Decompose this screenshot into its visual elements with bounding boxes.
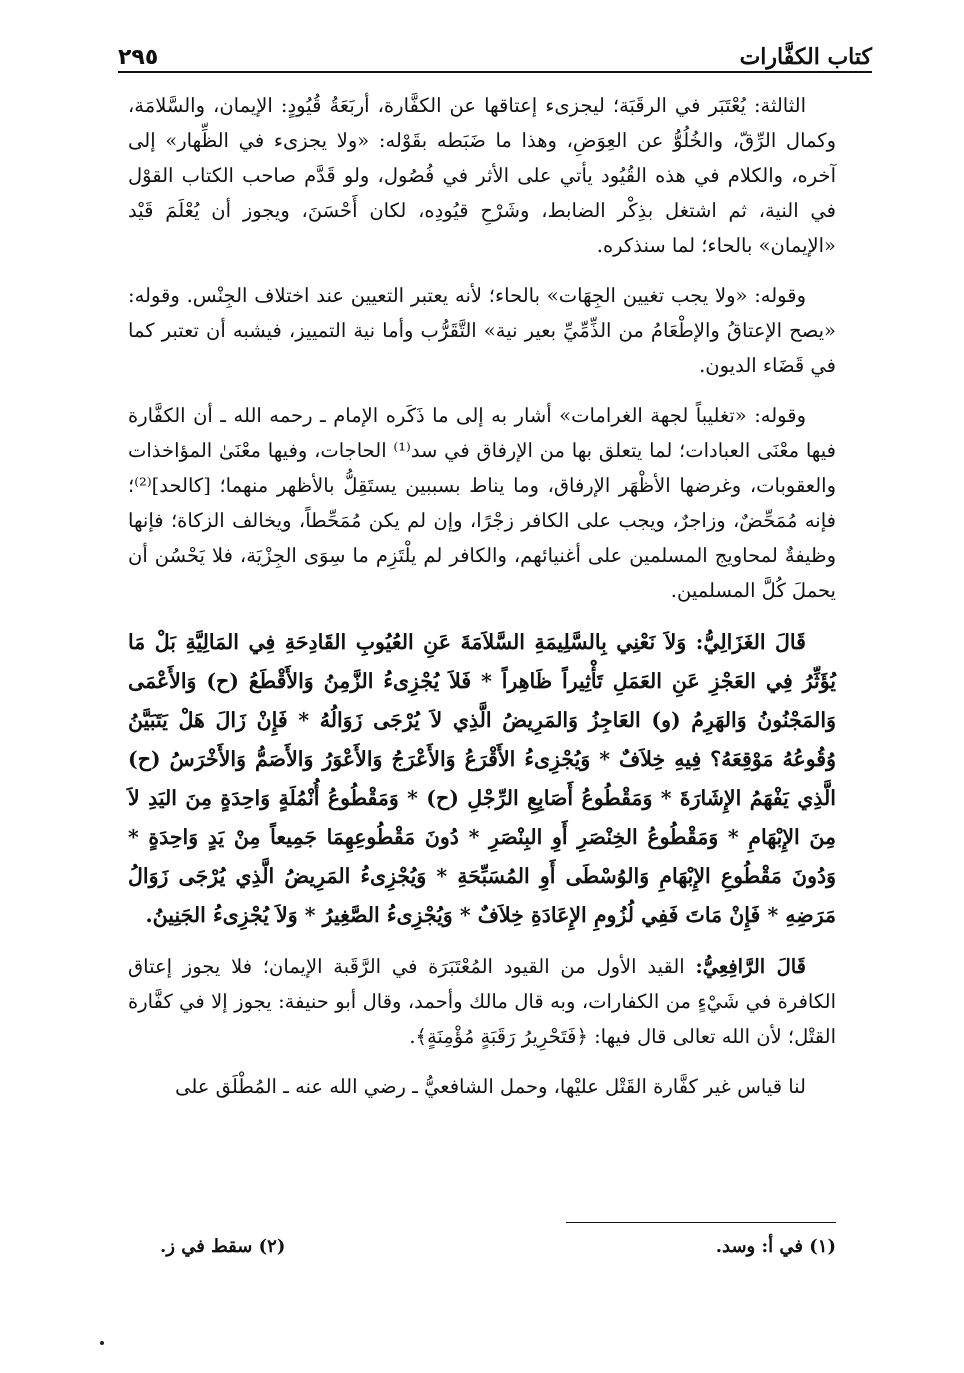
page-number: ٢٩٥ (118, 45, 159, 70)
paragraph-third-condition: الثالثة: يُعْتَبَر في الرقَبَة؛ ليجزىء إعتاقها عن الكفَّارة، أربَعَةُ قُيُودٍ: الإيمان، والسَّلامَة، وكمال الرِّقّ، والخُلُوُّ عن العِوَضِ، وهذا ما ضَبَطه بقَوْله: «ولا يجزىء في الظِّهار» إلى آخره، والكلام في هذه القُيُود يأتي على الأثر في فُصُول، ولو قَدَّم صاحب الكتاب القوْل في النية، ثم اشتغل بذِكْر الضابط، وشَرْحِ قيُودِه، لكان أَحْسَنَ، ويجوز أن يُعْلَمَ قَيْد «الإيمان» بالحاء؛ لما سنذكره. (128, 94, 836, 257)
sharh-speaker: قَالَ الرَّافِعِيُّ: (695, 955, 806, 978)
matn-ghazali (128, 623, 836, 935)
footnotes (160, 1236, 836, 1257)
footnote-2: (٢) سقط في ز. (160, 1236, 286, 1257)
paragraph-fines: وقوله: «تغليباً لجهة الغرامات» أشار به إلى ما ذَكَره الإمام ـ رحمه الله ـ أن الكفَّارة فيها معْنَى العبادات؛ لما يتعلق بها من الإرفاق في سد⁽¹⁾ الحاجات، وفيها معْنَىٰ المؤاخذات والعقوبات، وغرضها الأظْهَر الإرفاق، وما يناط بسببين يستَقِلُّ بالأظهر منهما؛ [كالحد]⁽²⁾؛ فإنه مُمَحِّضٌ، وزاجرٌ، ويجب على الكافر زجْرًا، وإن لم يكن مُمَحِّطاً، ويخالف الزكاة؛ فإنها وظيفةٌ لمحاويج المسلمين على أغنيائهم، والكافر لم يلْتَزِم ما سِوَى الجِزْيَة، فلا يَحْسُن أن يحملَ كُلَّ المسلمين. (128, 404, 836, 602)
page-body (128, 88, 836, 1119)
matn-speaker: قَالَ الغَزَالِيُّ: (695, 630, 806, 654)
paragraph-continuation: لنا قياس غير كفَّارة القَتْل عليْها، وحمل الشافعيُّ ـ رضي الله عنه ـ المُطْلَق على (175, 1075, 806, 1098)
sharh-text: القيد الأول من القيود المُعْتَبَرَة في الرَّقَبة الإيمان؛ فلا يجوز إعتاق الكافرة في شَيْءٍ من الكفارات، وبه قال مالك وأحمد، وقال أبو حنيفة: يجوز إلا في كفَّارة القتْل؛ لأن الله تعالى قال فيها: ﴿فَتَحْرِيرُ رَقَبَةٍ مُؤْمِنَةٍ﴾. (128, 955, 836, 1048)
scan-speck (100, 1341, 104, 1345)
sharh-rafii (128, 949, 836, 1054)
matn-text: وَلاَ نَعْنِي بِالسَّلِيمَةِ السَّلاَمَةَ عَنِ العُيُوبِ القَادِحَةِ فِي المَالِيَّةِ بَلْ مَا يُؤَثِّرُ فِي العَجْزِ عَنِ العَمَلِ تَأْثِيراً ظَاهِراً * فَلاَ يُجْزِىءُ الزَّمِنُ وَالأَقْطَعُ (ح) وَالأَعْمَى وَالمَجْنُونُ وَالهَرِمُ (و) العَاجِزُ وَالمَرِيضُ الَّذِي لاَ يُرْجَى زَوَالُهُ * فَإِنْ زَالَ هَلْ يَتَبَيَّنُ وُقُوعُهُ مَوْقِعَهُ؟ فِيهِ خِلاَفٌ * وَيُجْزِىءُ الأَقْرَعُ وَالأَعْرَجُ وَالأَعْوَرُ وَالأَصَمُّ وَالأَخْرَسُ (ح) الَّذِي يَفْهَمُ الإِشَارَةَ * وَمَقْطُوعُ أَصَابِعِ الرِّجْلِ (ح) * وَمَقْطُوعُ أُنْمُلَةٍ وَاحِدَةٍ مِنَ اليَدِ لاَ مِنَ الإِبْهَامِ * وَمَقْطُوعُ الخِنْصَرِ أَوِ البِنْصَرِ * دُونَ مَقْطُوعِهِمَا جَمِيعاً مِنْ يَدٍ وَاحِدَةٍ * وَدُونَ مَقْطُوعِ الإِبْهَامِ وَالوُسْطَى أَوِ المُسَبِّحَةِ * وَيُجْزِىءُ المَرِيضُ الَّذِي يُرْجَى زَوَالُ مَرَضِهِ * فَإِنْ مَاتَ فَفِي لُزُومِ الإِعَادَةِ خِلاَفٌ * وَيُجْزِىءُ الصَّغِيرُ * وَلاَ يُجْزِىءُ الجَنِينُ. (128, 630, 836, 927)
running-title: كتاب الكفَّارات (739, 44, 872, 70)
footnote-1: (١) في أ: وسد. (715, 1236, 836, 1257)
header-divider (118, 71, 872, 73)
page-header (118, 26, 872, 70)
paragraph-specification: وقوله: «ولا يجب تغيين الجِهَات» بالحاء؛ لأنه يعتبر التعيين عند اختلاف الجِنْس. وقوله: «يصح الإعتاقُ والإطْعَامُ من الذِّمِّيِّ بعير نية» التَّقَرُّب وأما نية التمييز، فيشبه أن تعتبر كما في قَضَاء الديون. (128, 284, 836, 377)
footnote-divider (566, 1222, 836, 1223)
